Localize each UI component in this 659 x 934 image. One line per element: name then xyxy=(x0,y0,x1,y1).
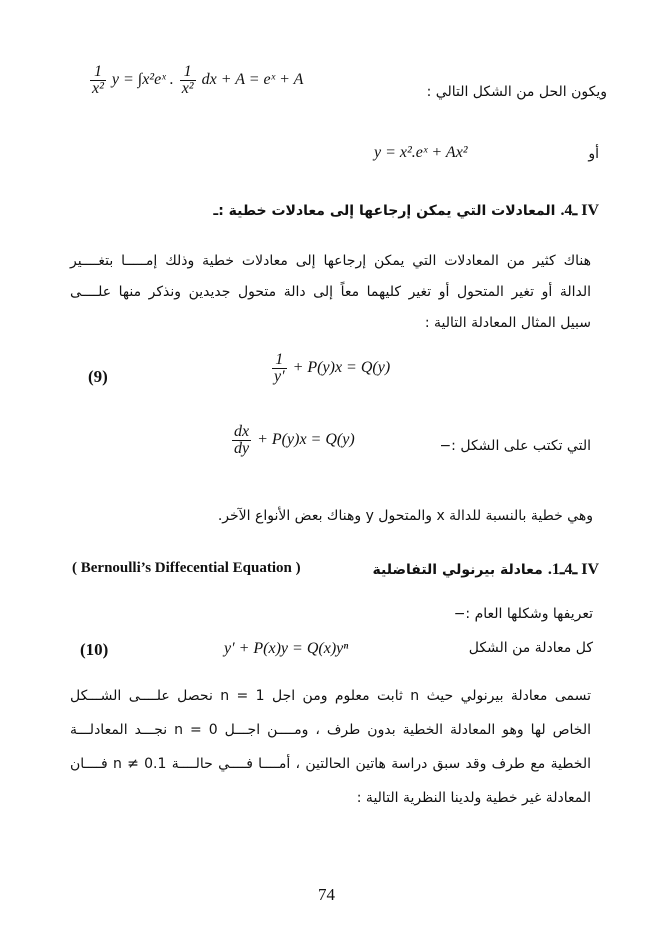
equation-9-fraction: $\frac{1}{y'}$ xyxy=(274,351,285,385)
section-4-1-heading xyxy=(373,559,599,579)
paragraph-3-line-1: تسمى معادلة بيرنولي حيث n ثابت معلوم ومن اجل n = 1 نحصل علــــى الشـــكل xyxy=(70,688,591,704)
paragraph-2: وهي خطية بالنسبة للدالة x والمتحول y وهناك بعض الأنواع الآخر. xyxy=(217,508,593,524)
bernoulli-english-title: ( Bernoulli’s Diffecential Equation ) xyxy=(72,560,301,576)
paragraph-3-line-3: الخطية مع طرف وقد سبق دراسة هاتين الحالتين ، أمــــا فــــي حالــــة n ≠ 0.1 فــــان xyxy=(70,756,591,772)
solution-equation xyxy=(88,64,303,97)
inner-fraction: $\frac{1}{\text{x²}}$ xyxy=(181,63,194,97)
equation-9-rest: + P(y)x = Q(y) xyxy=(292,359,391,377)
page-number: 74 xyxy=(318,885,335,904)
section-4-heading xyxy=(213,200,599,220)
equation-9 xyxy=(270,352,390,385)
definition-text: تعريفها وشكلها العام :− xyxy=(453,606,593,622)
dx-dy-fraction: $\frac{dx}{dy}$ xyxy=(234,423,250,457)
or-word: أو xyxy=(588,146,599,162)
section-4-number: IV ـ4. xyxy=(560,202,599,219)
equation-middle: y = ∫x²eˣ . xyxy=(111,71,174,89)
lhs-fraction: $\frac{1}{\text{x²}}$ xyxy=(92,63,104,97)
solution-intro-text: ويكون الحل من الشكل التالي : xyxy=(426,84,607,100)
equation-10: y′ + P(x)y = Q(x)yⁿ xyxy=(224,640,349,657)
paragraph-3-line-4: المعادلة غير خطية ولدينا النظرية التالية : xyxy=(356,790,591,806)
equation-9b-intro: التي تكتب على الشكل :− xyxy=(439,438,591,454)
equation-10-intro: كل معادلة من الشكل xyxy=(468,640,593,656)
section-4-1-title: معادلة بيرنولي التفاضلية xyxy=(372,562,543,578)
paragraph-1-line-2: الدالة أو تغير المتحول أو تغير كليهما معاً إلى دالة متحول جديدين ونذكر منها علــــى xyxy=(70,284,591,300)
paragraph-1-line-1: هناك كثير من المعادلات التي يمكن إرجاعها إلى معادلات خطية وذلك إمـــــا بتغــــير xyxy=(70,253,591,269)
alternate-solution-equation: y = x².eˣ + Ax² xyxy=(374,144,468,161)
paragraph-1-line-3: سبيل المثال المعادلة التالية : xyxy=(424,315,591,331)
equation-10-label: (10) xyxy=(80,640,109,659)
equation-9b-rest: + P(y)x = Q(y) xyxy=(257,431,355,449)
equation-9b xyxy=(230,424,355,457)
equation-rhs: dx + A = eˣ + A xyxy=(201,71,304,89)
equation-9-label: (9) xyxy=(88,367,108,386)
section-4-title: المعادلات التي يمكن إرجاعها إلى معادلات خطية :ـ xyxy=(213,203,556,219)
section-4-1-number: IV ـ4ـ1. xyxy=(547,561,599,578)
paragraph-3-line-2: الخاص لها وهو المعادلة الخطية بدون طرف ، ومــــن اجـــل n = 0 نجـــد المعادلـــة xyxy=(70,722,591,738)
